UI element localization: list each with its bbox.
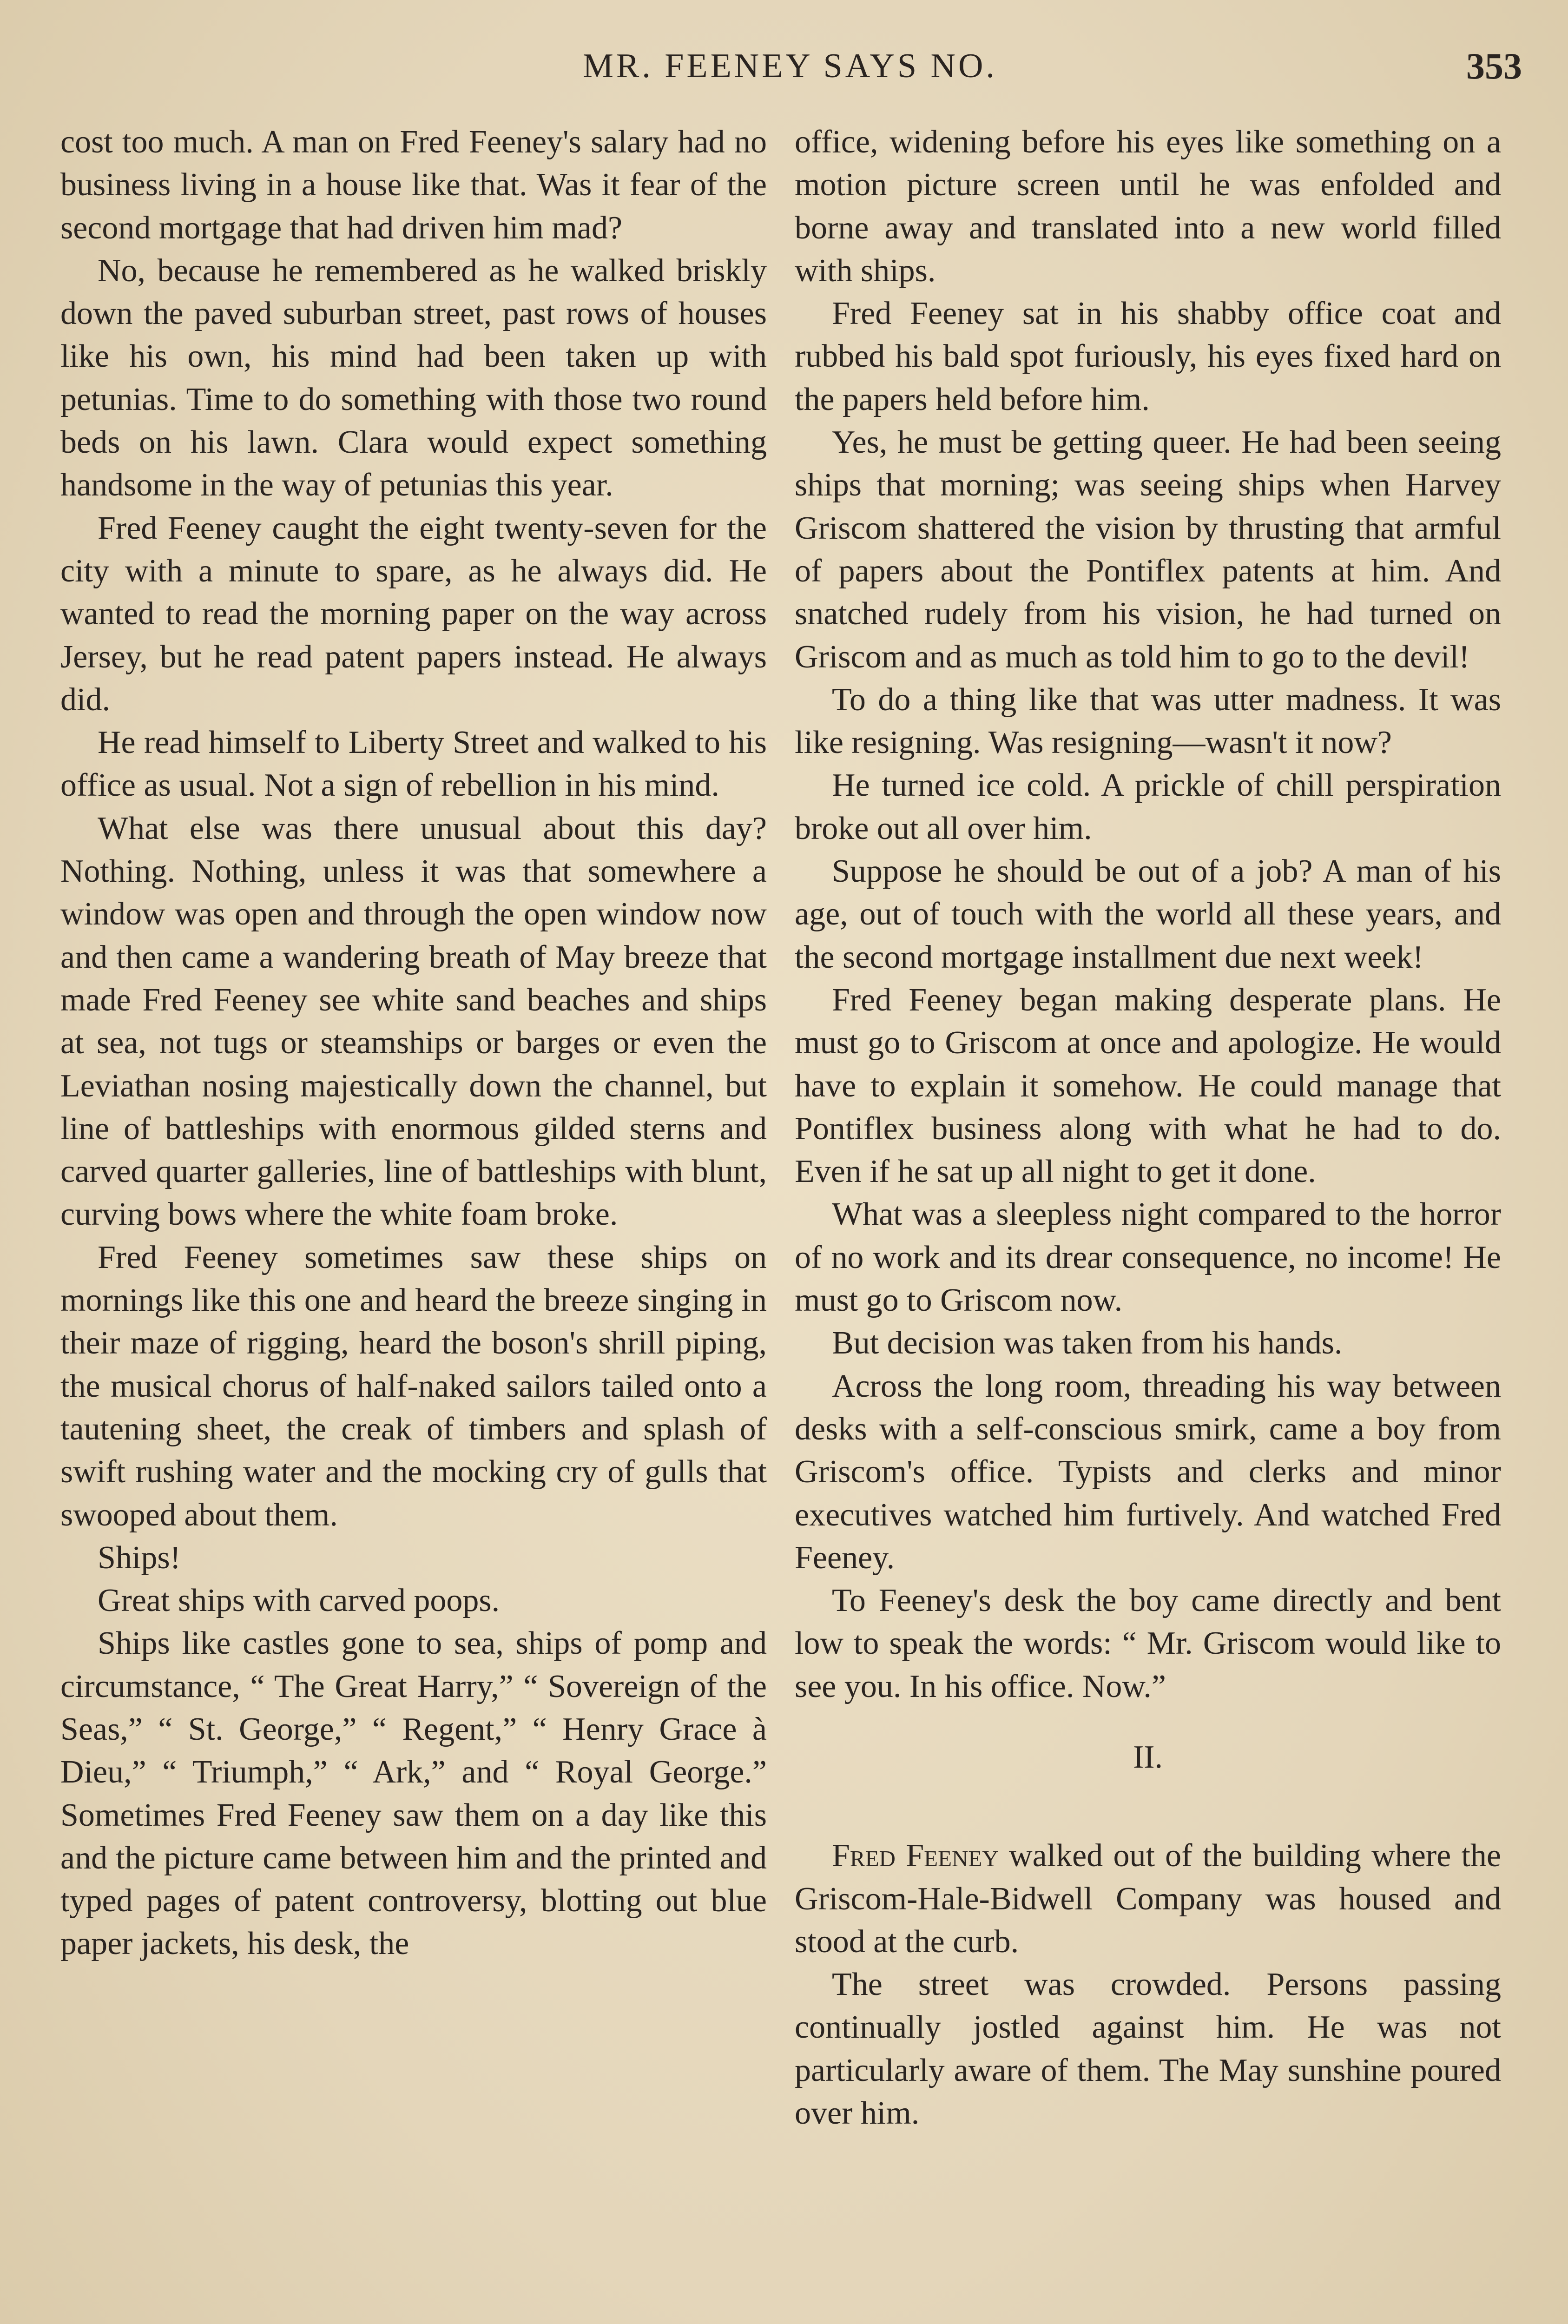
paragraph: Fred Feeney caught the eight twenty-seven for the city with a minute to spare, as he always did. He wanted to read the morning paper on the way across Jersey, but he read patent papers instead. He always did. — [60, 510, 767, 718]
page-number: 353 — [1466, 46, 1522, 87]
paragraph: Ships! — [98, 1539, 181, 1576]
paragraph: Across the long room, threading his way between desks with a self-conscious smirk, came a boy from Griscom's office. Typists and clerks and minor executives watched him furtively. And watched Fred Feeney. — [795, 1368, 1501, 1576]
paragraph: What else was there unusual about this day? Nothing. Nothing, unless it was that somewhere a window was open and through the open window now and then came a wandering breath of May breeze that made Fred Feeney see white sand beaches and ships at sea, not tugs or steamships or barges or even the Leviathan nosing majestically down the channel, but line of battleships with enormous gilded sterns and carved quarter galleries, line of battleships with blunt, curving bows where the white foam broke. — [60, 810, 767, 1233]
running-title: MR. FEENEY SAYS NO. — [583, 47, 997, 85]
paragraph: Great ships with carved poops. — [98, 1583, 500, 1619]
paragraph: Fred Feeney sat in his shabby office coat and rubbed his bald spot furiously, his eyes fixed hard on the papers held before him. — [795, 296, 1501, 417]
paragraph: To Feeney's desk the boy came directly and bent low to speak the words: “ Mr. Griscom would like to see you. In his office. Now.” — [795, 1583, 1501, 1704]
paragraph: cost too much. A man on Fred Feeney's salary had no business living in a house like that. Was it fear of the second mortgage that had driven him mad? — [60, 124, 767, 246]
paragraph: Ships like castles gone to sea, ships of pomp and circumstance, “ The Great Harry,” “ Sovereign of the Seas,” “ St. George,” “ Regent,” “ Henry Grace à Dieu,” “ Triumph,” “ Ark,” and “ Royal George.” Sometimes Fred Feeney saw them on a day like this and the picture came between him and the printed and typed pages of patent controversy, blotting out blue paper jackets, his desk, the — [60, 1625, 767, 1962]
right-column — [795, 121, 1501, 2135]
paragraph: To do a thing like that was utter madness. It was like resigning. Was resigning—wasn't it now? — [795, 681, 1501, 761]
paragraph: But decision was taken from his hands. — [832, 1325, 1343, 1361]
paragraph: He turned ice cold. A prickle of chill perspiration broke out all over him. — [795, 767, 1501, 846]
section-heading: II. — [1133, 1739, 1163, 1775]
paragraph: He read himself to Liberty Street and walked to his office as usual. Not a sign of rebellion in his mind. — [60, 725, 767, 804]
section-first-paragraph — [795, 1835, 1501, 1963]
left-column — [60, 121, 767, 1966]
paragraph: Yes, he must be getting queer. He had been seeing ships that morning; was seeing ships when Harvey Griscom shattered the vision by thrusting that armful of papers about the Pontiflex patents at him. And snatched rudely from his vision, he had turned on Griscom and as much as told him to go to the devil! — [795, 424, 1501, 675]
paragraph: What was a sleepless night compared to the horror of no work and its drear consequence, no income! He must go to Griscom now. — [795, 1196, 1501, 1319]
paragraph: Fred Feeney sometimes saw these ships on mornings like this one and heard the breeze singing in their maze of rigging, heard the boson's shrill piping, the musical chorus of half-naked sailors tailed onto a tautening sheet, the creak of timbers and splash of swift rushing water and the mocking cry of gulls that swooped about them. — [60, 1239, 767, 1533]
paragraph: Fred Feeney began making desperate plans. He must go to Griscom at once and apologize. He would have to explain it somehow. He could manage that Pontiflex business along with what he had to do. Even if he sat up all night to get it done. — [795, 982, 1501, 1190]
paragraph: No, because he remembered as he walked briskly down the paved suburban street, past rows of houses like his own, his mind had been taken up with petunias. Time to do something with those two round beds on his lawn. Clara would expect something handsome in the way of petunias this year. — [60, 252, 767, 503]
paragraph: The street was crowded. Persons passing continually jostled against him. He was not particularly aware of them. The May sunshine poured over him. — [795, 1967, 1501, 2132]
section-first-paragraph-text: walked out of the building where the Griscom-Hale-Bidwell Company was housed and stood at the curb. — [795, 1838, 1502, 1960]
paragraph: office, widening before his eyes like something on a motion picture screen until he was enfolded and borne away and translated into a new world filled with ships. — [795, 124, 1501, 289]
section-lead-words: Fred Feeney — [832, 1838, 999, 1874]
paragraph: Suppose he should be out of a job? A man of his age, out of touch with the world all these years, and the second mortgage installment due next week! — [795, 853, 1501, 975]
